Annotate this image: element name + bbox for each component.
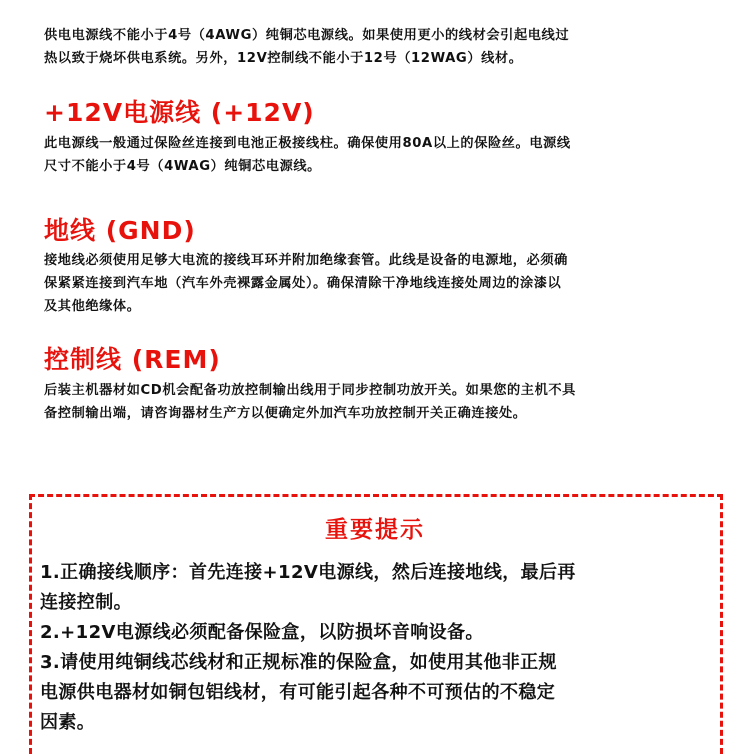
section-heading-power: +12V电源线 (+12V): [44, 98, 315, 127]
section-heading-remote: 控制线 (REM): [44, 345, 221, 374]
notice-line: 连接控制。: [40, 592, 132, 613]
body-line: 保紧紧连接到汽车地（汽车外壳裸露金属处）。确保清除干净地线连接处周边的涂漆以: [44, 276, 562, 291]
intro-paragraph: [44, 24, 734, 70]
body-line: 备控制输出端，请咨询器材生产方以便确定外加汽车功放控制开关正确连接处。: [44, 406, 527, 421]
notice-line: 1.正确接线顺序：首先连接+12V电源线，然后连接地线，最后再: [40, 562, 576, 583]
body-line: 尺寸不能小于4号（4WAG）纯铜芯电源线。: [44, 159, 321, 174]
intro-line: 热以致于烧坏供电系统。另外，12V控制线不能小于12号（12WAG）线材。: [44, 51, 523, 66]
notice-body: [40, 558, 720, 738]
section-body-power: [44, 132, 734, 178]
section-body-ground: [44, 249, 734, 318]
intro-line: 供电电源线不能小于4号（4AWG）纯铜芯电源线。如果使用更小的线材会引起电线过: [44, 28, 570, 43]
notice-line: 因素。: [40, 712, 96, 733]
section-body-remote: [44, 379, 734, 425]
notice-line: 电源供电器材如铜包铝线材，有可能引起各种不可预估的不稳定: [40, 682, 556, 703]
notice-line: 3.请使用纯铜线芯线材和正规标准的保险盒，如使用其他非正规: [40, 652, 557, 673]
body-line: 此电源线一般通过保险丝连接到电池正极接线柱。确保使用80A以上的保险丝。电源线: [44, 136, 571, 151]
body-line: 接地线必须使用足够大电流的接线耳环并附加绝缘套管。此线是设备的电源地，必须确: [44, 253, 568, 268]
section-heading-ground: 地线 (GND): [44, 216, 196, 245]
notice-title: 重要提示: [325, 517, 425, 543]
notice-line: 2.+12V电源线必须配备保险盒，以防损坏音响设备。: [40, 622, 484, 643]
body-line: 及其他绝缘体。: [44, 299, 141, 314]
body-line: 后装主机器材如CD机会配备功放控制输出线用于同步控制功放开关。如果您的主机不具: [44, 383, 576, 398]
